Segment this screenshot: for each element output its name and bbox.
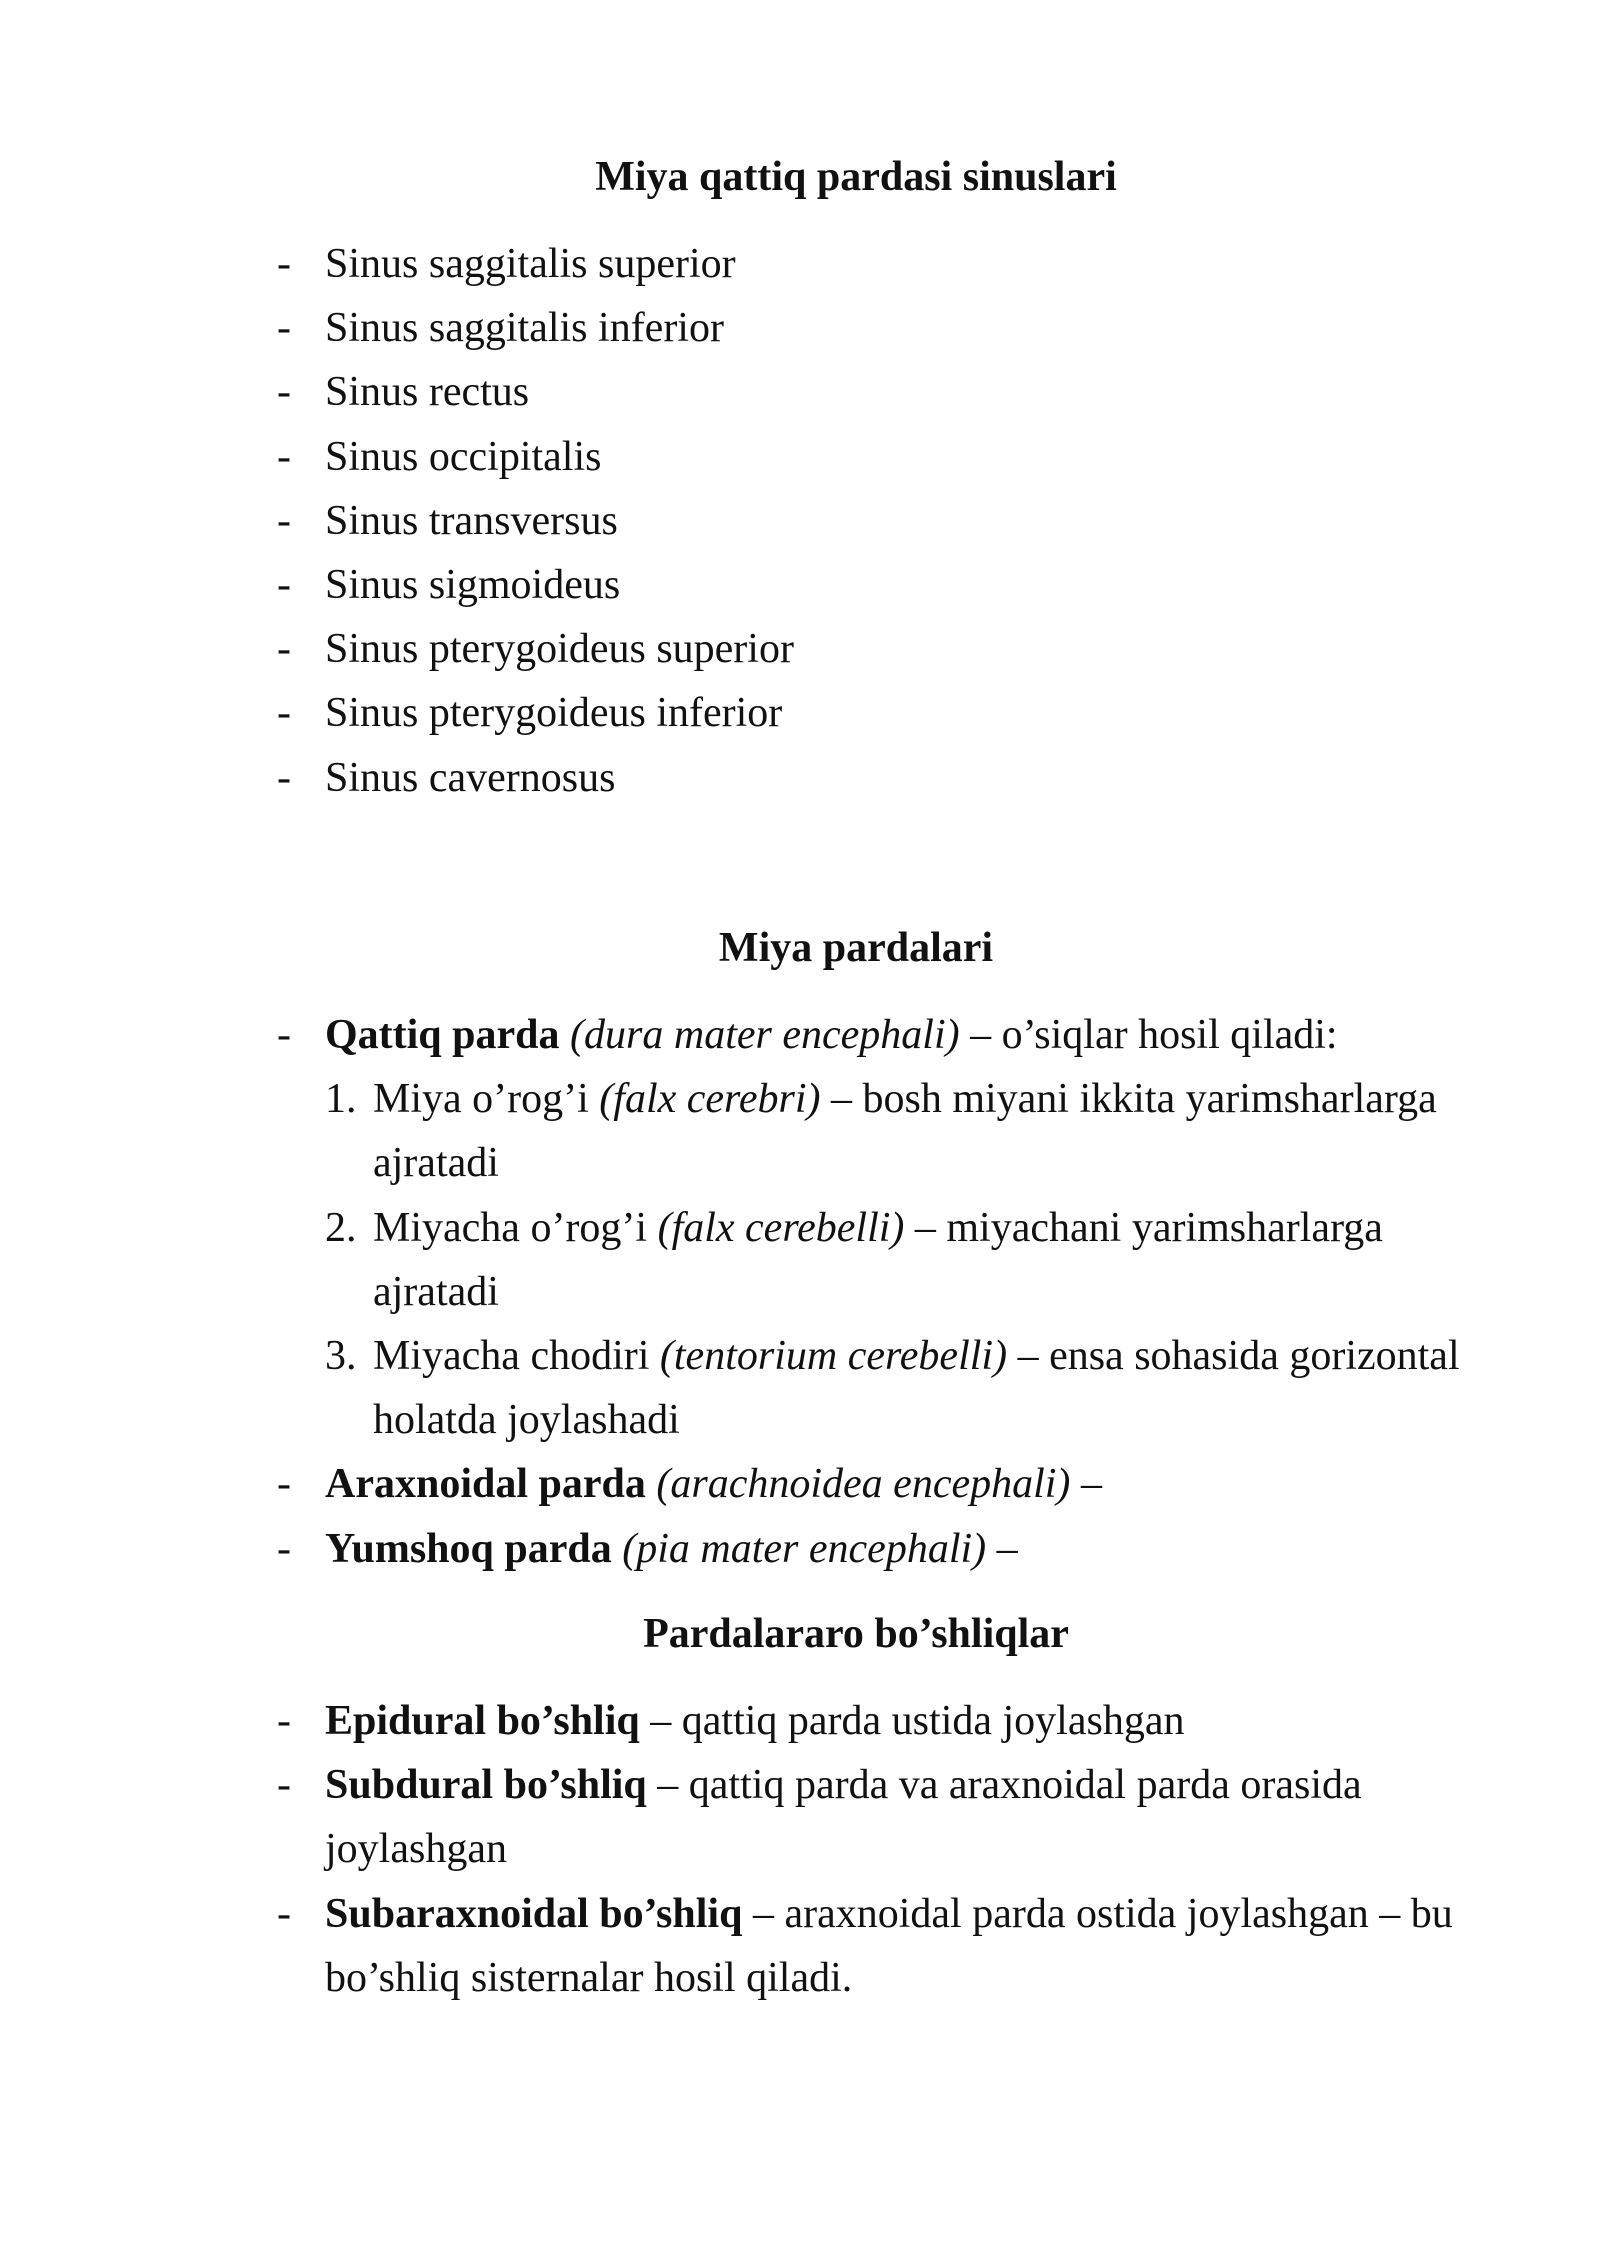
- list-item-pia-mater: [0, 1517, 1600, 1581]
- term: Subaraxnoidal bo’shliq: [325, 1890, 743, 1937]
- meninges-list: [0, 1003, 1600, 1581]
- item-number: 3.: [325, 1333, 357, 1380]
- latin-term: (pia mater encephali): [622, 1525, 987, 1572]
- latin-term: (falx cerebelli): [657, 1204, 905, 1251]
- description: –: [1070, 1461, 1102, 1508]
- dash-bullet: -: [277, 1890, 291, 1937]
- dash-bullet: -: [277, 754, 291, 801]
- section-title-meninges: Miya pardalari: [718, 925, 994, 971]
- latin-term: (arachnoidea encephali): [656, 1461, 1071, 1508]
- term: Miyacha o’rog’i: [373, 1204, 658, 1251]
- latin-term: (falx cerebri): [599, 1076, 821, 1123]
- item-number: 2.: [325, 1204, 357, 1251]
- sinus-name: Sinus sigmoideus: [325, 562, 621, 609]
- list-item-dura-mater: [0, 1003, 1600, 1452]
- latin-term: (tentorium cerebelli): [659, 1333, 1008, 1380]
- numbered-item: [325, 1067, 1500, 1195]
- list-item-arachnoid: [0, 1452, 1600, 1516]
- list-item-subarachnoid: [0, 1882, 1600, 2010]
- list-item: [0, 360, 1600, 424]
- description: – qattiq parda ustida joylashgan: [639, 1698, 1185, 1744]
- dash-bullet: -: [277, 305, 291, 352]
- description: – araxnoidal parda ostida joylashgan – bu bo’shliq sisternalar hosil qiladi.: [325, 1890, 1453, 2001]
- term: Qattiq parda: [325, 1012, 560, 1058]
- sinus-name: Sinus pterygoideus inferior: [325, 690, 783, 737]
- list-item: [0, 553, 1600, 617]
- dash-bullet: -: [277, 433, 291, 480]
- dash-bullet: -: [277, 690, 291, 737]
- description: – bosh miyani ikkita yarimsharlarga ajratadi: [373, 1076, 1437, 1187]
- term: Araxnoidal parda: [325, 1461, 646, 1508]
- dash-bullet: -: [277, 369, 291, 416]
- dash-bullet: -: [277, 626, 291, 673]
- sinus-name: Sinus transversus: [325, 497, 618, 544]
- dash-bullet: -: [277, 1698, 291, 1744]
- sinus-name: Sinus pterygoideus superior: [325, 626, 794, 673]
- sinus-name: Sinus saggitalis inferior: [325, 305, 724, 352]
- list-item: [0, 681, 1600, 745]
- spaces-list: [0, 1689, 1600, 2010]
- latin-term: (dura mater encephali): [570, 1012, 960, 1058]
- sinus-name: Sinus occipitalis: [325, 433, 602, 480]
- term: Yumshoq parda: [325, 1525, 612, 1572]
- dash-bullet: -: [277, 497, 291, 544]
- description: – ensa sohasida gorizontal holatda joylashadi: [373, 1333, 1460, 1444]
- section-title-spaces: Pardalararo bo’shliqlar: [643, 1611, 1069, 1657]
- numbered-item: [325, 1196, 1500, 1324]
- numbered-item: [325, 1324, 1500, 1452]
- sinus-name: Sinus cavernosus: [325, 754, 616, 801]
- list-item: [0, 617, 1600, 681]
- dash-bullet: -: [277, 1762, 291, 1809]
- list-item: [0, 232, 1600, 296]
- description: – qattiq parda va araxnoidal parda orasida joylashgan: [325, 1762, 1362, 1873]
- dash-bullet: -: [277, 1461, 291, 1508]
- dash-bullet: -: [277, 241, 291, 287]
- list-item: [0, 425, 1600, 489]
- term: Miya o’rog’i: [373, 1076, 600, 1123]
- list-item-epidural: [0, 1689, 1600, 1753]
- sinus-list: [0, 232, 1600, 810]
- sinus-name: Sinus saggitalis superior: [325, 241, 736, 287]
- list-item: [0, 746, 1600, 810]
- section-title-sinuses: Miya qattiq pardasi sinuslari: [595, 154, 1117, 200]
- dash-bullet: -: [277, 1525, 291, 1572]
- description: – o’siqlar hosil qiladi:: [959, 1012, 1338, 1058]
- term: Epidural bo’shliq: [325, 1698, 640, 1744]
- term: Miyacha chodiri: [373, 1333, 660, 1380]
- sinus-name: Sinus rectus: [325, 369, 530, 416]
- description: – miyachani yarimsharlarga ajratadi: [373, 1204, 1383, 1315]
- list-item: [0, 296, 1600, 360]
- dash-bullet: -: [277, 562, 291, 609]
- dash-bullet: -: [277, 1012, 291, 1058]
- item-number: 1.: [325, 1076, 357, 1123]
- description: –: [986, 1525, 1018, 1572]
- list-item-subdural: [0, 1753, 1600, 1881]
- list-item: [0, 489, 1600, 553]
- dura-processes-list: [325, 1067, 1500, 1452]
- term: Subdural bo’shliq: [325, 1762, 647, 1809]
